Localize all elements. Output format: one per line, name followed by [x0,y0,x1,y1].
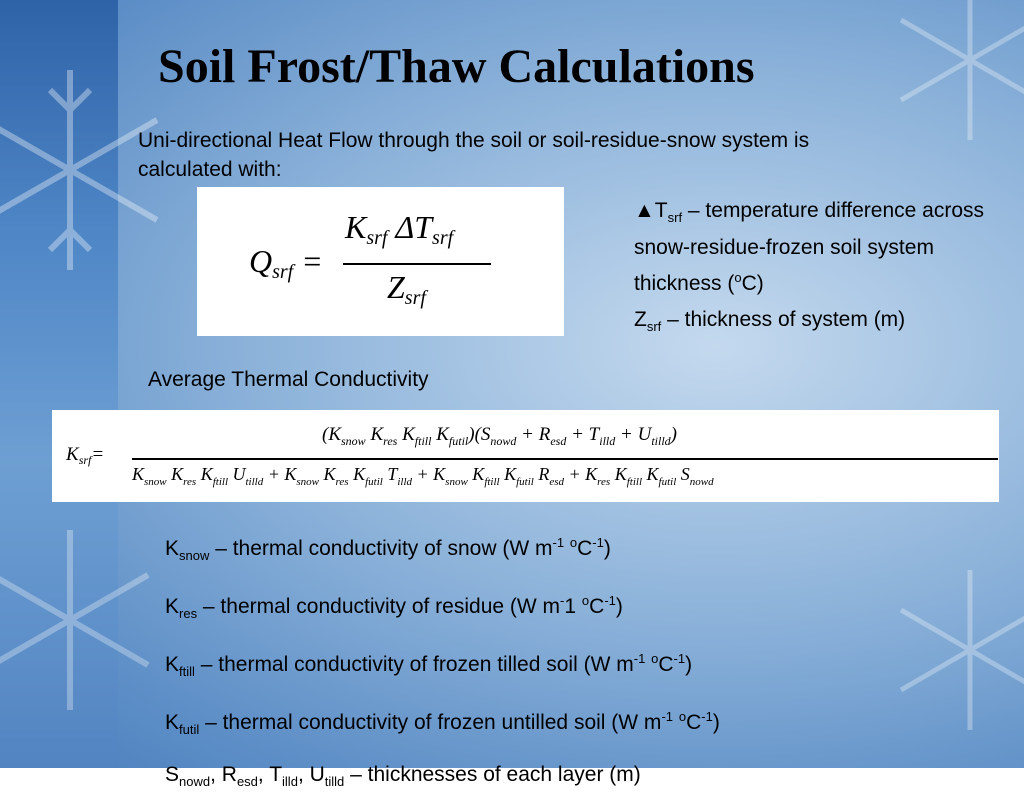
eq2-fraction-bar [132,458,998,460]
heat-flow-equation [197,187,564,336]
eq1-denominator: $Z_{srf}$ [387,269,426,309]
def-k-ftill: $K_{ftill}$ – thermal conductivity of frozen tilled soil (W $m^{-1}$ $^oC^{-1}$) [165,651,693,679]
eq1-fraction-bar [343,263,491,265]
eq2-denominator: $K_{snow}$ $K_{res}$ $K_{ftill}$ $U_{tilld} + K_{snow}$ $K_{res}$ $K_{futil}$ $T_{illd} + K_{snow}$ $K_{ftill}$ $K_{futil}$ $R_{esd} + K_{res}$ $K_{ftill}$ $K_{futil}$ $S_{nowd}$ [132,464,714,488]
eq2-lhs: $K_{srf}=$ [66,444,105,467]
def-k-res: $K_{res}$ – thermal conductivity of residue (W m-1 $^oC^{-1}$) [165,593,623,621]
equation1-definitions [634,196,1004,348]
z-definition: $Z_{srf}$ – thickness of system (m) [634,308,906,334]
avg-conductivity-label: Average Thermal Conductivity [148,368,429,391]
intro-text: Uni-directional Heat Flow through the soil or soil-residue-snow system is calculated with: [138,129,810,181]
slide-title: Soil Frost/Thaw Calculations [158,40,755,93]
snowflake-icon [0,520,170,720]
eq1-lhs: $Q_{srf}$ = [249,243,323,283]
conductivity-definitions [165,528,1005,812]
def-thicknesses: $S_{nowd}$, $R_{esd}$, $T_{illd}$, $U_{tilld}$ – thicknesses of each layer (m) [165,763,641,789]
delta-t-definition: $▲T_{srf}$ – temperature difference across snow-residue-frozen soil system thickness ($^o$C) [634,199,985,295]
conductivity-equation [52,410,999,502]
eq1-numerator: $K_{srf}$ $\Delta T_{srf}$ [345,209,454,249]
eq2-numerator: ($K_{snow}$ $K_{res}$ $K_{ftill}$ $K_{futil})(S_{nowd} + R_{esd} + T_{illd} + U_{tilld})$ [322,424,677,448]
def-k-snow: $K_{snow}$ – thermal conductivity of snow (W $m^{-1}$ $^oC^{-1}$) [165,535,611,563]
def-k-futil: $K_{futil}$ – thermal conductivity of frozen untilled soil (W $m^{-1}$ $^oC^{-1}$) [165,709,720,737]
